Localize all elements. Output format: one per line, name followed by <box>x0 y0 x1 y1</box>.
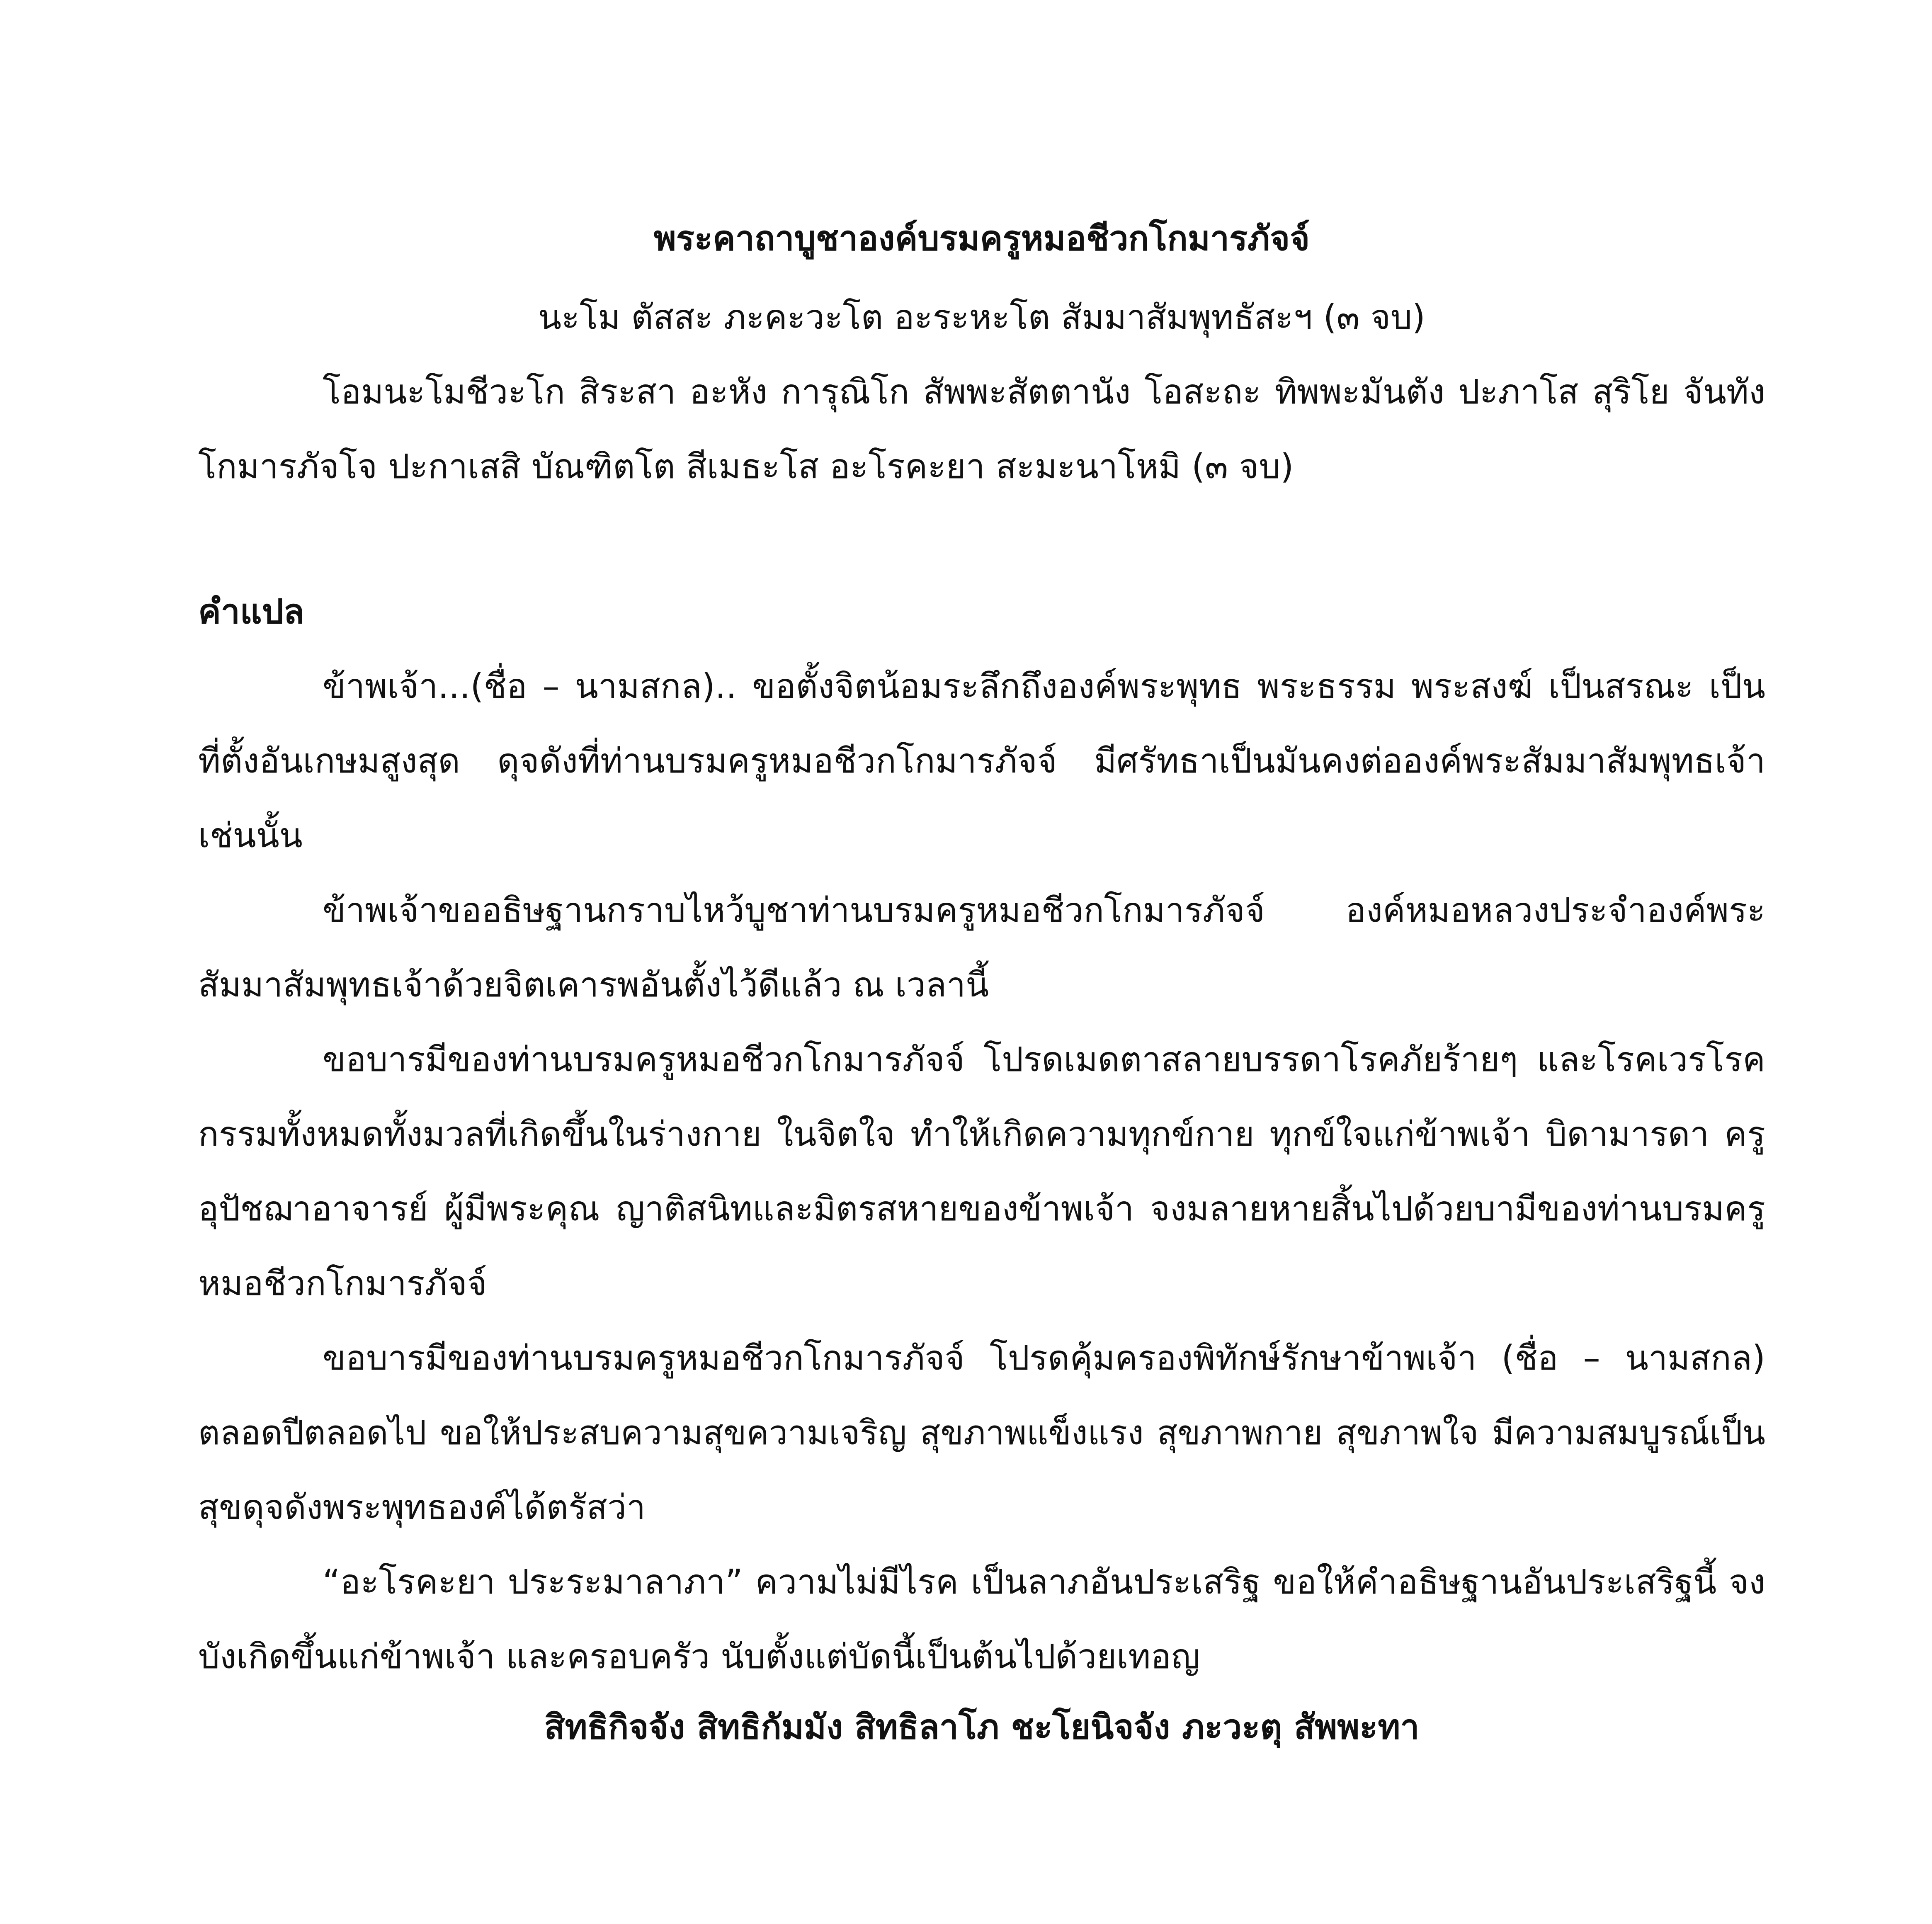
paragraph-3-line-2: กรรมทั้งหมดทั้งมวลที่เกิดขึ้นในร่างกาย ในจิตใจ ทำให้เกิดความทุกข์กาย ทุกข์ใจแก่ข้าพเจ้า บิดามารดา ครู <box>198 1115 1765 1154</box>
paragraph-4-line-1: ขอบารมีของท่านบรมครูหมอชีวกโกมารภัจจ์ โปรดคุ้มครองพิทักษ์รักษาข้าพเจ้า (ชื่อ – นามสกล) <box>323 1339 1765 1378</box>
paragraph-1-line-2: ที่ตั้งอันเกษมสูงสุด ดุจดังที่ท่านบรมครูหมอชีวกโกมารภัจจ์ มีศรัทธาเป็นมันคงต่อองค์พระสัมมาสัมพุทธเจ้า <box>198 741 1765 781</box>
paragraph-5-line-1: “อะโรคะยา ประระมาลาภา” ความไม่มีไรค เป็นลาภอันประเสริฐ ขอให้คำอธิษฐานอันประเสริฐนี้ จง <box>323 1562 1765 1602</box>
paragraph-3-line-3: อุปัชฌาอาจารย์ ผู้มีพระคุณ ญาติสนิทและมิตรสหายของข้าพเจ้า จงมลายหายสิ้นไปด้วยบามีของท่านบรมครู <box>198 1189 1765 1229</box>
homage-line: นะโม ตัสสะ ภะคะวะโต อะระหะโต สัมมาสัมพุทธัสะฯ (๓ จบ) <box>538 298 1425 337</box>
paragraph-2-line-2: สัมมาสัมพุทธเจ้าด้วยจิตเคารพอันตั้งไว้ดีแล้ว ณ เวลานี้ <box>198 965 989 1005</box>
paragraph-4-line-3: สุขดุจดังพระพุทธองค์ได้ตรัสว่า <box>198 1488 646 1527</box>
paragraph-2-line-1: ข้าพเจ้าขออธิษฐานกราบไหว้บูชาท่านบรมครูหมอชีวกโกมารภัจจ์ องค์หมอหลวงประจำองค์พระ <box>323 891 1765 930</box>
chant-line-1: โอมนะโมชีวะโก สิระสา อะหัง การุณิโก สัพพะสัตตานัง โอสะถะ ทิพพะมันตัง ปะภาโส สุริโย จันทัง <box>323 372 1765 412</box>
paragraph-3-line-4: หมอชีวกโกมารภัจจ์ <box>198 1264 487 1303</box>
paragraph-4-line-2: ตลอดปีตลอดไป ขอให้ประสบความสุขความเจริญ สุขภาพแข็งแรง สุขภาพกาย สุขภาพใจ มีความสมบูรณ์เป็น <box>198 1414 1765 1453</box>
translation-heading: คำแปล <box>198 592 305 632</box>
document-title: พระคาถาบูชาองค์บรมครูหมอชีวกโกมารภัจจ์ <box>653 219 1310 258</box>
closing-blessing: สิทธิกิจจัง สิทธิกัมมัง สิทธิลาโภ ชะโยนิจจัง ภะวะตุ สัพพะทา <box>544 1708 1420 1747</box>
paragraph-1-line-1: ข้าพเจ้า...(ชื่อ – นามสกล).. ขอตั้งจิตน้อมระลึกถึงองค์พระพุทธ พระธรรม พระสงฆ์ เป็นสรณะ เป็น <box>323 667 1765 706</box>
paragraph-5-line-2: บังเกิดขึ้นแก่ข้าพเจ้า และครอบครัว นับตั้งแต่บัดนี้เป็นต้นไปด้วยเทอญ <box>198 1637 1200 1676</box>
chant-line-2: โกมารภัจโจ ปะกาเสสิ บัณฑิตโต สีเมธะโส อะโรคะยา สะมะนาโหมิ (๓ จบ) <box>198 447 1294 486</box>
paragraph-3-line-1: ขอบารมีของท่านบรมครูหมอชีวกโกมารภัจจ์ โปรดเมดตาสลายบรรดาโรคภัยร้ายๆ และโรคเวรโรค <box>323 1040 1765 1079</box>
paragraph-1-line-3: เช่นนั้น <box>198 816 303 855</box>
